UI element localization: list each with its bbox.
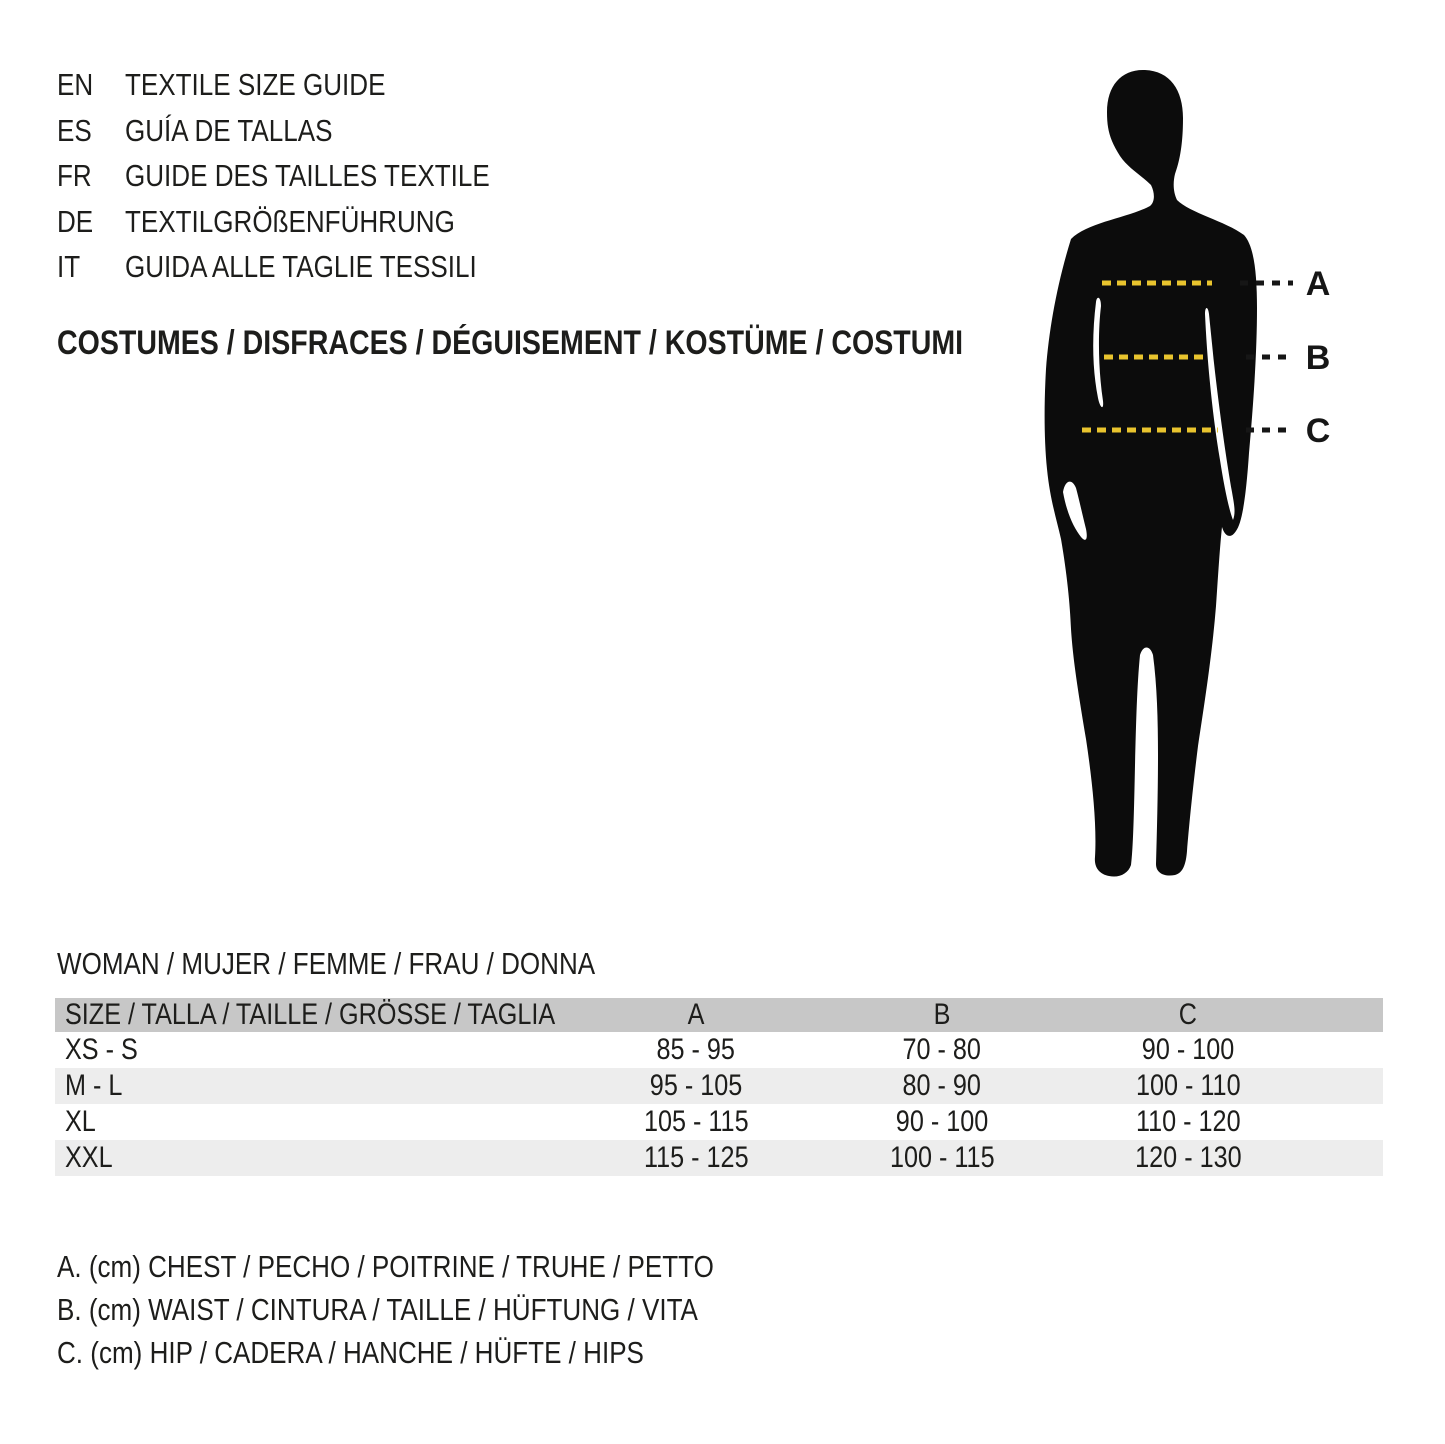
category-heading: COSTUMES / DISFRACES / DÉGUISEMENT / KOSTÜME / COSTUMI [57,324,964,362]
header-cell-a: A [573,998,819,1032]
cell-filler [1311,1032,1383,1068]
cell-size: XXL [55,1140,573,1176]
marker-label-a: A [1305,265,1331,303]
lang-code-en: EN [57,67,94,102]
cell-filler [1311,1140,1383,1176]
cell-c: 110 - 120 [1135,1105,1241,1138]
measurement-legend [57,1245,839,1374]
cell-a: 105 - 115 [643,1105,749,1138]
cell-size: XL [65,1105,96,1138]
lang-row-de [57,199,559,245]
cell-a: 95 - 105 [573,1068,819,1104]
cell-a: 115 - 125 [573,1140,819,1176]
header-cell-size: SIZE / TALLA / TAILLE / GRÖSSE / TAGLIA [55,998,573,1032]
lang-row-es [57,108,559,154]
lang-code-es: ES [57,112,92,148]
cell-c: 100 - 110 [1065,1068,1311,1104]
lang-code-de: DE [57,203,94,239]
lang-row-en [57,62,559,108]
legend-item-chest: A. (cm) CHEST / PECHO / POITRINE / TRUHE / PETTO [57,1249,714,1284]
cell-b: 80 - 90 [819,1068,1065,1104]
lang-row-it [57,244,559,290]
cell-size: XS - S [65,1033,138,1066]
lang-title-it: GUIDA ALLE TAGLIE TESSILI [125,249,477,284]
header-cell-c: C [1065,998,1311,1032]
table-section-heading: WOMAN / MUJER / FEMME / FRAU / DONNA [57,946,596,981]
lang-title-fr: GUIDE DES TAILLES TEXTILE [125,158,490,193]
cell-b: 70 - 80 [902,1033,982,1066]
cell-b: 90 - 100 [895,1105,989,1138]
lang-title-en: TEXTILE SIZE GUIDE [125,67,386,102]
language-title-block [57,62,559,290]
woman-silhouette-figure [1030,68,1340,885]
lang-title-es: GUÍA DE TALLAS [125,112,333,148]
legend-item-hip: C. (cm) HIP / CADERA / HANCHE / HÜFTE / HIPS [57,1335,644,1370]
cell-size: M - L [55,1068,573,1104]
lang-code-fr: FR [57,158,92,193]
cell-c: 90 - 100 [1141,1033,1235,1066]
header-cell-filler [1311,998,1383,1032]
cell-c: 120 - 130 [1065,1140,1311,1176]
lang-code-it: IT [57,249,81,284]
cell-a: 85 - 95 [656,1033,736,1066]
cell-b: 100 - 115 [819,1140,1065,1176]
lang-title-de: TEXTILGRÖßENFÜHRUNG [125,203,455,239]
header-cell-b: B [819,998,1065,1032]
marker-label-b: B [1305,339,1331,377]
legend-item-waist: B. (cm) WAIST / CINTURA / TAILLE / HÜFTUNG / VITA [57,1292,698,1327]
cell-filler [1311,1104,1383,1140]
size-table [55,998,1383,1176]
lang-row-fr [57,153,559,199]
marker-label-c: C [1305,412,1331,450]
cell-filler [1311,1068,1383,1104]
